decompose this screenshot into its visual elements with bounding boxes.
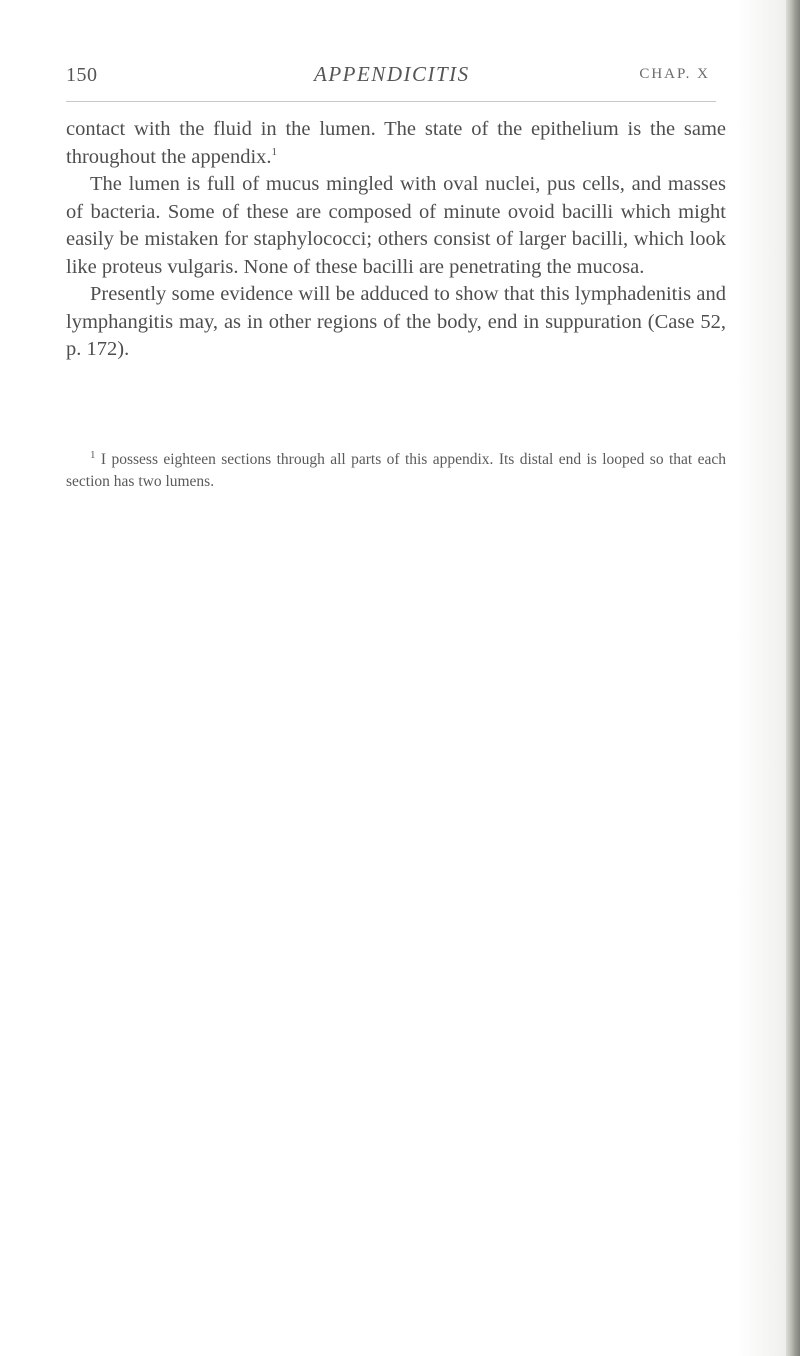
page-number: 150 [66, 64, 98, 86]
chapter-label: CHAP. X [639, 66, 710, 82]
body-text [66, 116, 726, 364]
paragraph-1-text: contact with the fluid in the lumen. The state of the epithelium is the same throughout the appendix. [66, 118, 726, 168]
footnote-reference: 1 [271, 145, 278, 158]
header-rule [66, 101, 716, 102]
footnote-text: I possess eighteen sections through all parts of this appendix. Its distal end is looped so that each section has two lumens. [66, 451, 727, 490]
footnote-marker: 1 [90, 448, 96, 461]
paragraph-3: Presently some evidence will be adduced to show that this lymphadenitis and lymphangitis may, as in other regions of the body, end in suppuration (Case 52, p. 172). [66, 283, 726, 360]
footnote [66, 449, 726, 493]
paragraph-2: The lumen is full of mucus mingled with oval nuclei, pus cells, and masses of bacteria. Some of these are composed of minute ovoid bacilli which might easily be mistaken for staphylococci; others consist of larger bacilli, which look like proteus vulgaris. None of these bacilli are penetrating the mucosa. [66, 173, 726, 278]
page-edge-shadow [786, 0, 800, 1356]
paragraph-1 [66, 116, 726, 171]
footnote-paragraph [66, 449, 726, 493]
running-title: APPENDICITIS [314, 62, 470, 86]
running-head [66, 62, 716, 92]
